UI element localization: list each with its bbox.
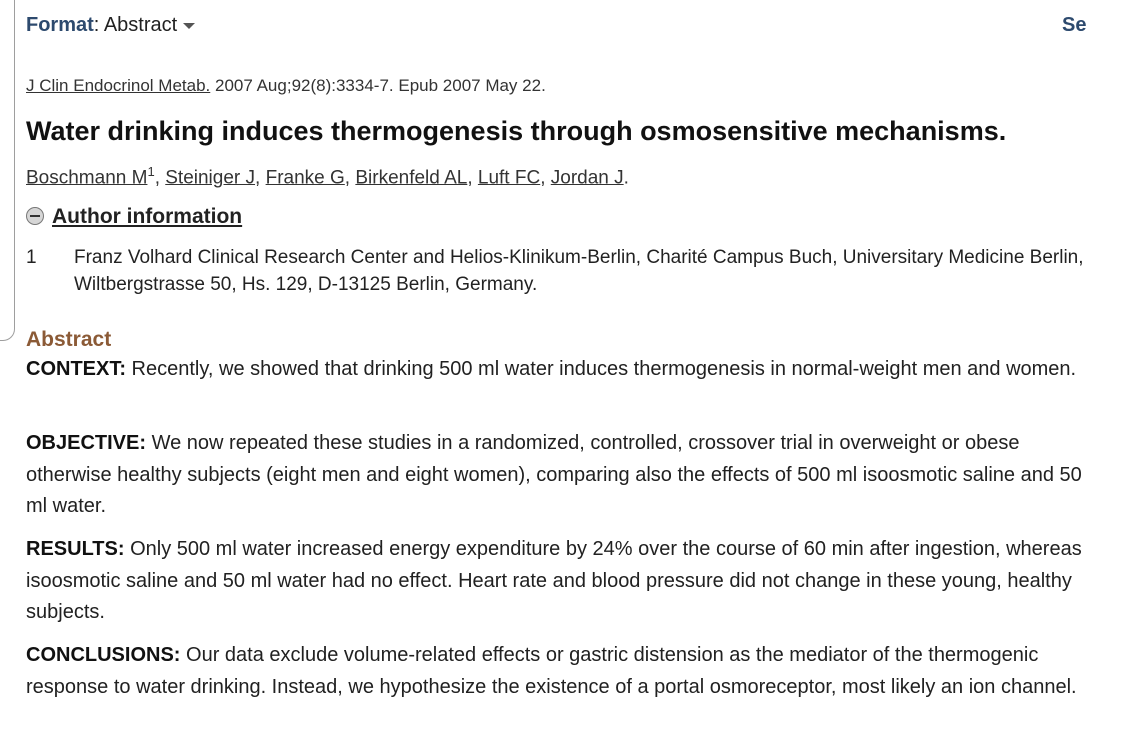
author-list: Boschmann $M^1$, Steiniger J, Franke G, Birkenfeld AL, Luft FC, Jordan J. — [26, 164, 629, 189]
journal-link[interactable]: J Clin Endocrinol Metab. — [26, 76, 211, 95]
abstract-heading: Abstract — [26, 328, 112, 351]
section-text: Only 500 ml water increased energy expenditure by 24% over the course of 60 min after ingestion, whereas isoosmotic saline and 50 ml water had no effect. Heart rate and blood pressure did not change in these young, healthy subjects. — [26, 538, 1082, 624]
abstract-section-results — [26, 534, 1106, 629]
author-link[interactable]: Birkenfeld AL — [355, 167, 468, 189]
section-label: CONTEXT: — [26, 358, 126, 380]
affiliation-marker[interactable]: 1 — [147, 164, 155, 179]
citation-details: 2007 Aug;92(8):3334-7. Epub 2007 May 22. — [210, 76, 546, 95]
author-link[interactable]: Boschmann M — [26, 167, 148, 189]
chevron-down-icon — [183, 23, 195, 29]
section-text: Our data exclude volume-related effects or gastric distension as the mediator of the thermogenic response to water drinking. Instead, we hypothesize the existence of a portal osmoreceptor, most likely an ion channel. — [26, 644, 1077, 698]
section-label: OBJECTIVE: — [26, 432, 147, 454]
author-information-toggle[interactable] — [26, 205, 242, 229]
author-link[interactable]: Steiniger J — [165, 167, 256, 189]
left-panel-border — [0, 0, 15, 341]
top-bar — [26, 14, 1126, 40]
format-label: Format — [26, 14, 94, 36]
affiliation-text: Franz Volhard Clinical Research Center and Helios-Klinikum-Berlin, Charité Campus Buch, Universitary Medicine Berlin, Wiltbergstrasse 50, Hs. 129, D-13125 Berlin, Germany. — [74, 247, 1084, 295]
collapse-icon — [26, 207, 44, 225]
format-separator: : — [93, 14, 104, 36]
author-link[interactable]: Franke G — [265, 167, 345, 189]
author-information-label: Author information — [52, 205, 243, 228]
abstract-section-conclusions — [26, 640, 1106, 703]
format-selector[interactable] — [26, 14, 195, 37]
section-label: CONCLUSIONS: — [26, 644, 181, 666]
article-title: Water drinking induces thermogenesis through osmosensitive mechanisms. — [26, 116, 1007, 146]
section-text: We now repeated these studies in a randomized, controlled, crossover trial in overweight or obese otherwise healthy subjects (eight men and eight women), comparing also the effects of 500 ml isoosmotic saline and 50 ml water. — [26, 432, 1082, 518]
author-link[interactable]: Luft FC — [477, 167, 541, 189]
author-link[interactable]: Jordan J — [550, 167, 624, 189]
citation — [26, 76, 546, 96]
abstract-section-objective — [26, 428, 1106, 523]
send-to-link[interactable]: Se — [1062, 14, 1087, 36]
section-label: RESULTS: — [26, 538, 125, 560]
format-value: Abstract — [103, 14, 178, 36]
abstract-section-context — [26, 354, 1106, 386]
section-text: Recently, we showed that drinking 500 ml water induces thermogenesis in normal-weight men and women. — [126, 358, 1077, 380]
affiliation-number: 1 — [26, 247, 37, 268]
